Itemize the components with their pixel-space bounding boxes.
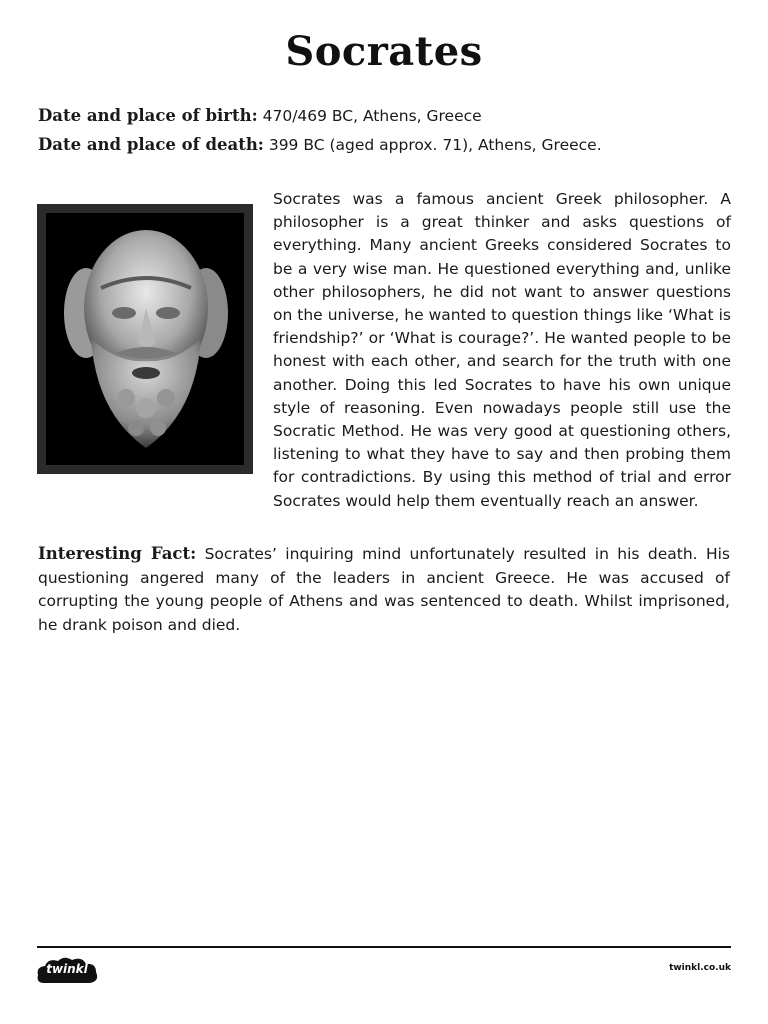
page-title: Socrates <box>285 28 483 75</box>
interesting-fact-label: Interesting Fact: <box>38 544 197 563</box>
death-value: 399 BC (aged approx. 71), Athens, Greece. <box>263 136 602 154</box>
footer-divider <box>37 946 731 948</box>
socrates-bust-image <box>37 204 253 474</box>
portrait-inner <box>46 213 244 465</box>
logo-text: twinkl <box>46 962 88 976</box>
site-url[interactable]: twinkl.co.uk <box>669 963 731 973</box>
birth-value: 470/469 BC, Athens, Greece <box>257 107 482 125</box>
birth-info <box>38 106 482 125</box>
interesting-fact <box>38 542 730 637</box>
bust-illustration <box>46 213 244 465</box>
biography-paragraph: Socrates was a famous ancient Greek philosopher. A philosopher is a great thinker and asks questions of everything. Many ancient Greeks considered Socrates to be a very wise man. He questioned everything and, unlike other philosophers, he did not want to answer questions on the universe, he wanted to question things like ‘What is friendship?’ or ‘What is courage?’. He wanted people to be honest with each other, and search for the truth with one another. Doing this led Socrates to have his own unique style of reasoning. Even nowadays people still use the Socratic Method. He was very good at questioning others, listening to what they have to say and then probing them for contradictions. By using this method of trial and error Socrates would help them eventually reach an answer. <box>273 190 731 510</box>
death-info <box>38 135 602 154</box>
birth-label: Date and place of birth: <box>38 106 258 125</box>
death-label: Date and place of death: <box>38 135 264 154</box>
interesting-fact-text: Socrates’ inquiring mind unfortunately resulted in his death. His questioning angered many of the leaders in ancient Greece. He was accused of corrupting the young people of Athens and was sentenced to death. Whilst imprisoned, he drank poison and died. <box>38 545 730 634</box>
